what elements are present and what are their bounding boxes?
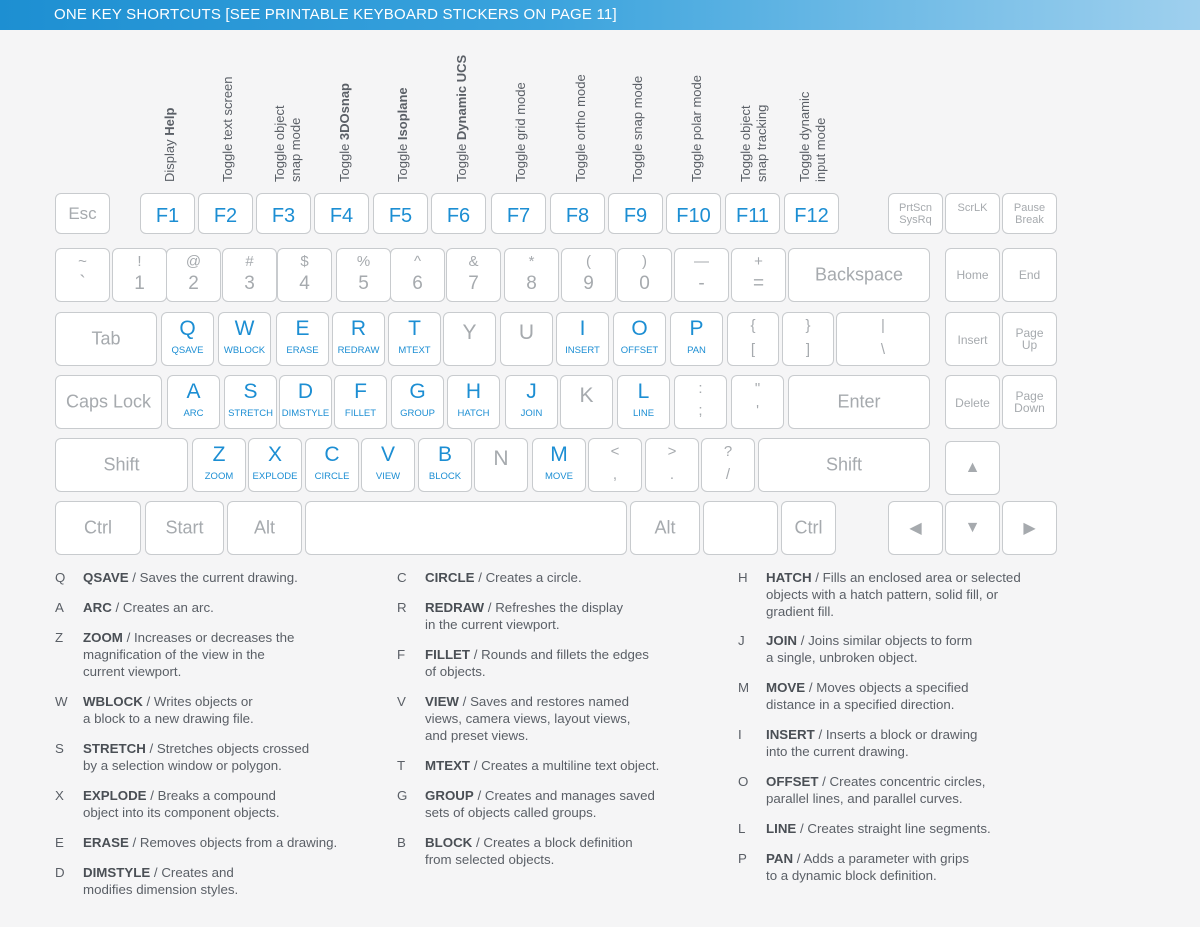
- key-letter: G: [409, 380, 426, 403]
- key-letter: Y: [462, 321, 477, 344]
- key-letter: L: [637, 380, 650, 403]
- key-z[interactable]: [192, 438, 246, 492]
- up-arrow-icon: ▲: [964, 459, 981, 476]
- key-command-label: MOVE: [545, 471, 573, 482]
- right-arrow-icon: ▶: [1023, 520, 1036, 537]
- description-key: S: [55, 741, 64, 756]
- key-letter: S: [243, 380, 258, 403]
- number-key-7[interactable]: [446, 248, 501, 302]
- description-key: P: [738, 851, 747, 866]
- right-shift-key[interactable]: [758, 438, 930, 492]
- number-key-5[interactable]: [336, 248, 391, 302]
- key-command-label: ARC: [183, 408, 204, 419]
- description-text: REDRAW / Refreshes the display in the current viewport.: [425, 600, 624, 632]
- key-s[interactable]: [224, 375, 277, 429]
- key-r[interactable]: [332, 312, 385, 366]
- f3-key[interactable]: [256, 193, 311, 234]
- description-key: V: [397, 694, 406, 709]
- spacebar-key[interactable]: [305, 501, 627, 555]
- tab-key-label: Tab: [91, 328, 121, 349]
- function-label-f11: Toggle object snap tracking: [738, 104, 769, 182]
- number-key-shift-symbol: ~: [78, 253, 87, 270]
- symbol-key-base-symbol: ]: [805, 341, 811, 358]
- number-key-2[interactable]: [166, 248, 221, 302]
- number-key-base-symbol: 0: [639, 273, 650, 294]
- key-g[interactable]: [391, 375, 444, 429]
- header-bar: [0, 0, 1200, 30]
- number-key-base-symbol: `: [79, 273, 86, 294]
- key-letter: U: [518, 321, 535, 344]
- symbol-key[interactable]: [701, 438, 755, 492]
- description-text: EXPLODE / Breaks a compound object into its component objects.: [83, 788, 280, 820]
- symbol-key-base-symbol: ,: [612, 466, 618, 483]
- key-letter: R: [350, 317, 367, 340]
- tab-key[interactable]: [55, 312, 157, 366]
- key-u[interactable]: [500, 312, 553, 366]
- backspace-key[interactable]: [788, 248, 930, 302]
- left-arrow-icon: ◀: [909, 520, 922, 537]
- key-o[interactable]: [613, 312, 666, 366]
- number-key-4[interactable]: [277, 248, 332, 302]
- function-label-f10: Toggle polar mode: [689, 75, 704, 182]
- right-alt-key-label: Alt: [654, 517, 676, 538]
- left-arrow-key[interactable]: [888, 501, 943, 555]
- symbol-key-base-symbol: ': [756, 402, 759, 419]
- number-key-shift-symbol: @: [185, 253, 202, 270]
- key-t[interactable]: [388, 312, 441, 366]
- scrlk-key[interactable]: [945, 193, 1000, 234]
- f6-key-label: F6: [446, 205, 471, 227]
- description-text: GROUP / Creates and manages saved sets of objects called groups.: [425, 788, 655, 820]
- key-k[interactable]: [560, 375, 613, 429]
- number-key-base-symbol: -: [698, 273, 705, 294]
- left-ctrl-key-label: Ctrl: [84, 517, 112, 538]
- home-key[interactable]: [945, 248, 1000, 302]
- description-text: PAN / Adds a parameter with grips to a dynamic block definition.: [766, 851, 969, 883]
- f5-key-label: F5: [388, 205, 413, 227]
- key-x[interactable]: [248, 438, 302, 492]
- f9-key[interactable]: [608, 193, 663, 234]
- key-letter: F: [354, 380, 367, 403]
- description-key: J: [738, 633, 745, 648]
- number-key-shift-symbol: ): [642, 253, 647, 270]
- esc-key[interactable]: [55, 193, 110, 234]
- key-command-label: DIMSTYLE: [281, 408, 330, 419]
- function-label-f5: Toggle Isoplane: [395, 87, 410, 182]
- description-text: MTEXT / Creates a multiline text object.: [425, 758, 660, 773]
- key-letter: J: [526, 380, 537, 403]
- key-command-label: GROUP: [400, 408, 435, 419]
- key-command-label: HATCH: [457, 408, 490, 419]
- number-key-11[interactable]: [674, 248, 729, 302]
- key-letter: Z: [212, 443, 226, 466]
- description-key: M: [738, 680, 750, 695]
- number-key-8[interactable]: [504, 248, 559, 302]
- symbol-key-base-symbol: .: [669, 466, 675, 483]
- number-key-base-symbol: 7: [468, 273, 479, 294]
- description-text: ZOOM / Increases or decreases the magnification of the view in the current viewport.: [83, 630, 295, 679]
- key-command-label: JOIN: [520, 408, 543, 419]
- symbol-key-base-symbol: /: [725, 466, 731, 483]
- f3-key-label: F3: [271, 205, 296, 227]
- key-c[interactable]: [305, 438, 359, 492]
- description-key: X: [55, 788, 64, 803]
- key-command-label: LINE: [632, 408, 655, 419]
- symbol-key[interactable]: [727, 312, 779, 366]
- symbol-key-shift-symbol: ": [754, 380, 761, 397]
- start-key[interactable]: [145, 501, 224, 555]
- function-label-f7: Toggle grid mode: [513, 82, 528, 182]
- number-key-base-symbol: 6: [412, 273, 423, 294]
- scrlk-key-label: ScrLK: [957, 202, 988, 214]
- key-letter: I: [579, 317, 586, 340]
- left-ctrl-key[interactable]: [55, 501, 141, 555]
- key-command-label: ZOOM: [204, 471, 234, 482]
- function-label-f6: Toggle Dynamic UCS: [454, 54, 469, 182]
- description-key: Q: [55, 570, 66, 585]
- description-text: CIRCLE / Creates a circle.: [425, 570, 582, 585]
- symbol-key-shift-symbol: ?: [723, 443, 733, 460]
- symbol-key-base-symbol: [: [750, 341, 756, 358]
- description-text: HATCH / Fills an enclosed area or selected objects with a hatch pattern, solid fill, or gradient fill.: [766, 570, 1021, 619]
- number-key-12[interactable]: [731, 248, 786, 302]
- key-command-label: WBLOCK: [223, 345, 266, 356]
- f8-key[interactable]: [550, 193, 605, 234]
- insert-key[interactable]: [945, 312, 1000, 366]
- right-alt-key[interactable]: [630, 501, 700, 555]
- f7-key-label: F7: [506, 205, 531, 227]
- key-command-label: STRETCH: [228, 408, 273, 419]
- key-p[interactable]: [670, 312, 723, 366]
- f1-key[interactable]: [140, 193, 195, 234]
- description-key: F: [397, 647, 406, 662]
- key-j[interactable]: [505, 375, 558, 429]
- f11-key-label: F11: [736, 205, 769, 227]
- description-text: VIEW / Saves and restores named views, camera views, layout views, and preset views.: [425, 694, 631, 743]
- number-key-base-symbol: 1: [134, 273, 145, 294]
- key-letter: B: [437, 443, 452, 466]
- key-letter: E: [295, 317, 310, 340]
- description-key: D: [55, 865, 65, 880]
- key-command-label: MTEXT: [398, 345, 431, 356]
- symbol-key-shift-symbol: }: [805, 317, 811, 334]
- symbol-key[interactable]: [674, 375, 727, 429]
- description-text: BLOCK / Creates a block definition from selected objects.: [425, 835, 633, 867]
- number-key-shift-symbol: $: [300, 253, 309, 270]
- key-letter: T: [408, 317, 421, 340]
- key-l[interactable]: [617, 375, 670, 429]
- f12-key-label: F12: [794, 205, 829, 227]
- page-title: ONE KEY SHORTCUTS [SEE PRINTABLE KEYBOARD STICKERS ON PAGE 11]: [54, 6, 617, 23]
- description-text: QSAVE / Saves the current drawing.: [83, 570, 298, 585]
- enter-key-label: Enter: [837, 391, 881, 412]
- key-command-label: PAN: [687, 345, 706, 356]
- f7-key[interactable]: [491, 193, 546, 234]
- key-command-label: INSERT: [565, 345, 600, 356]
- left-alt-key-label: Alt: [253, 517, 275, 538]
- number-key-shift-symbol: ^: [413, 253, 422, 270]
- description-key: H: [738, 570, 748, 585]
- backspace-key-label: Backspace: [814, 264, 904, 285]
- function-label-f2: Toggle text screen: [220, 76, 235, 182]
- pagedown-key-label: Page Down: [1014, 389, 1045, 415]
- f10-key[interactable]: [666, 193, 721, 234]
- description-key: A: [55, 600, 64, 615]
- function-label-f9: Toggle snap mode: [630, 75, 645, 182]
- description-text: STRETCH / Stretches objects crossed by a selection window or polygon.: [83, 741, 310, 773]
- delete-key-label: Delete: [955, 396, 990, 410]
- f2-key[interactable]: [198, 193, 253, 234]
- number-key-base-symbol: 4: [299, 273, 310, 294]
- key-w[interactable]: [218, 312, 271, 366]
- symbol-key-base-symbol: \: [880, 341, 886, 358]
- description-text: DIMSTYLE / Creates and modifies dimension styles.: [83, 865, 239, 897]
- end-key[interactable]: [1002, 248, 1057, 302]
- number-key-base-symbol: 2: [188, 273, 199, 294]
- down-arrow-key[interactable]: [945, 501, 1000, 555]
- f11-key[interactable]: [725, 193, 780, 234]
- symbol-key-shift-symbol: >: [667, 443, 677, 460]
- left-shift-key[interactable]: [55, 438, 188, 492]
- key-b[interactable]: [418, 438, 472, 492]
- description-key: C: [397, 570, 407, 585]
- function-label-f12: Toggle dynamic input mode: [797, 91, 828, 182]
- prtscn-key-label: PrtScn SysRq: [898, 201, 932, 226]
- number-key-shift-symbol: (: [586, 253, 591, 270]
- description-key: L: [738, 821, 746, 836]
- key-letter: C: [324, 443, 340, 466]
- description-key: T: [397, 758, 406, 773]
- description-key: Z: [55, 630, 64, 645]
- key-letter: P: [689, 317, 704, 340]
- description-text: JOIN / Joins similar objects to form a single, unbroken object.: [766, 633, 973, 665]
- symbol-key[interactable]: [645, 438, 699, 492]
- key-h[interactable]: [447, 375, 500, 429]
- end-key-label: End: [1018, 268, 1041, 282]
- description-text: ARC / Creates an arc.: [83, 600, 214, 615]
- number-key-shift-symbol: !: [137, 253, 142, 270]
- number-key-base-symbol: 9: [583, 273, 594, 294]
- key-i[interactable]: [556, 312, 609, 366]
- key-command-label: FILLET: [344, 408, 377, 419]
- symbol-key-shift-symbol: :: [698, 380, 703, 397]
- key-v[interactable]: [361, 438, 415, 492]
- description-key: R: [397, 600, 407, 615]
- key-letter: V: [380, 443, 395, 466]
- pageup-key[interactable]: [1002, 312, 1057, 366]
- key-letter: X: [267, 443, 282, 466]
- key-command-label: VIEW: [375, 471, 401, 482]
- pause-key[interactable]: [1002, 193, 1057, 234]
- function-label-f1: Display Help: [162, 107, 177, 182]
- f5-key[interactable]: [373, 193, 428, 234]
- key-d[interactable]: [279, 375, 332, 429]
- key-command-label: REDRAW: [337, 345, 380, 356]
- key-letter: A: [186, 380, 201, 403]
- number-key-shift-symbol: *: [528, 253, 535, 270]
- key-command-label: BLOCK: [428, 471, 462, 482]
- key-m[interactable]: [532, 438, 586, 492]
- function-label-f8: Toggle ortho mode: [573, 74, 588, 182]
- key-command-label: EXPLODE: [252, 471, 298, 482]
- pagedown-key[interactable]: [1002, 375, 1057, 429]
- caps-lock-key-label: Caps Lock: [65, 391, 152, 412]
- menu-key[interactable]: [703, 501, 778, 555]
- number-key-base-symbol: 3: [244, 273, 255, 294]
- home-key-label: Home: [956, 268, 989, 282]
- number-key-3[interactable]: [222, 248, 277, 302]
- description-text: MOVE / Moves objects a specified distance in a specified direction.: [766, 680, 969, 712]
- key-command-label: QSAVE: [171, 345, 204, 356]
- pageup-key-label: Page Up: [1015, 326, 1044, 352]
- esc-key-label: Esc: [68, 203, 97, 223]
- key-n[interactable]: [474, 438, 528, 492]
- down-arrow-icon: ▼: [964, 519, 981, 536]
- description-key: I: [738, 727, 742, 742]
- description-key: O: [738, 774, 749, 789]
- f6-key[interactable]: [431, 193, 486, 234]
- right-ctrl-key[interactable]: [781, 501, 836, 555]
- number-key-shift-symbol: +: [754, 253, 763, 270]
- key-command-label: ERASE: [286, 345, 319, 356]
- symbol-key-shift-symbol: {: [750, 317, 756, 334]
- f4-key[interactable]: [314, 193, 369, 234]
- right-ctrl-key-label: Ctrl: [794, 517, 823, 538]
- prtscn-key[interactable]: [888, 193, 943, 234]
- f4-key-label: F4: [329, 205, 354, 227]
- symbol-key-shift-symbol: <: [610, 443, 620, 460]
- number-key-shift-symbol: —: [694, 253, 709, 270]
- symbol-key-shift-symbol: |: [881, 317, 885, 334]
- number-key-shift-symbol: %: [356, 253, 371, 270]
- key-letter: N: [493, 447, 509, 470]
- number-key-10[interactable]: [617, 248, 672, 302]
- number-key-0[interactable]: [55, 248, 110, 302]
- symbol-key[interactable]: [836, 312, 930, 366]
- key-e[interactable]: [276, 312, 329, 366]
- f1-key-label: F1: [155, 205, 180, 227]
- key-letter: M: [550, 443, 568, 466]
- up-arrow-key[interactable]: [945, 441, 1000, 495]
- symbol-key[interactable]: [588, 438, 642, 492]
- description-text: ERASE / Removes objects from a drawing.: [83, 835, 338, 850]
- number-key-shift-symbol: #: [245, 253, 254, 270]
- symbol-key[interactable]: [782, 312, 834, 366]
- insert-key-label: Insert: [957, 333, 988, 347]
- number-key-6[interactable]: [390, 248, 445, 302]
- key-f[interactable]: [334, 375, 387, 429]
- key-letter: Q: [179, 317, 196, 340]
- number-key-1[interactable]: [112, 248, 167, 302]
- description-key: E: [55, 835, 64, 850]
- pause-key-label: Pause Break: [1013, 201, 1046, 226]
- function-label-f4: Toggle 3DOsnap: [337, 83, 352, 182]
- delete-key[interactable]: [945, 375, 1000, 429]
- description-text: LINE / Creates straight line segments.: [766, 821, 991, 836]
- f2-key-label: F2: [213, 205, 238, 227]
- key-letter: O: [631, 317, 648, 340]
- f9-key-label: F9: [623, 205, 648, 227]
- description-key: B: [397, 835, 406, 850]
- description-text: INSERT / Inserts a block or drawing into the current drawing.: [766, 727, 978, 759]
- start-key-label: Start: [165, 517, 204, 538]
- left-shift-key-label: Shift: [103, 454, 140, 475]
- number-key-base-symbol: =: [752, 273, 765, 294]
- symbol-key[interactable]: [731, 375, 784, 429]
- key-command-label: OFFSET: [620, 345, 659, 356]
- description-key: W: [55, 694, 68, 709]
- key-letter: H: [465, 380, 482, 403]
- symbol-key-base-symbol: ;: [698, 402, 703, 419]
- caps-lock-key[interactable]: [55, 375, 162, 429]
- f10-key-label: F10: [676, 205, 711, 227]
- f8-key-label: F8: [565, 205, 590, 227]
- key-letter: W: [234, 317, 255, 340]
- key-letter: K: [579, 384, 594, 407]
- function-label-f3: Toggle object snap mode: [272, 105, 303, 182]
- key-command-label: CIRCLE: [314, 471, 350, 482]
- enter-key[interactable]: [788, 375, 930, 429]
- left-alt-key[interactable]: [227, 501, 302, 555]
- description-text: FILLET / Rounds and fillets the edges of objects.: [425, 647, 649, 679]
- right-shift-key-label: Shift: [825, 454, 863, 475]
- description-key: G: [397, 788, 408, 803]
- key-a[interactable]: [167, 375, 220, 429]
- description-text: WBLOCK / Writes objects or a block to a new drawing file.: [83, 694, 254, 726]
- key-y[interactable]: [443, 312, 496, 366]
- f12-key[interactable]: [784, 193, 839, 234]
- number-key-shift-symbol: &: [468, 253, 479, 270]
- description-text: OFFSET / Creates concentric circles, parallel lines, and parallel curves.: [766, 774, 986, 806]
- number-key-base-symbol: 8: [526, 273, 537, 294]
- key-letter: D: [297, 380, 314, 403]
- key-q[interactable]: [161, 312, 214, 366]
- number-key-base-symbol: 5: [358, 273, 369, 294]
- right-arrow-key[interactable]: [1002, 501, 1057, 555]
- number-key-9[interactable]: [561, 248, 616, 302]
